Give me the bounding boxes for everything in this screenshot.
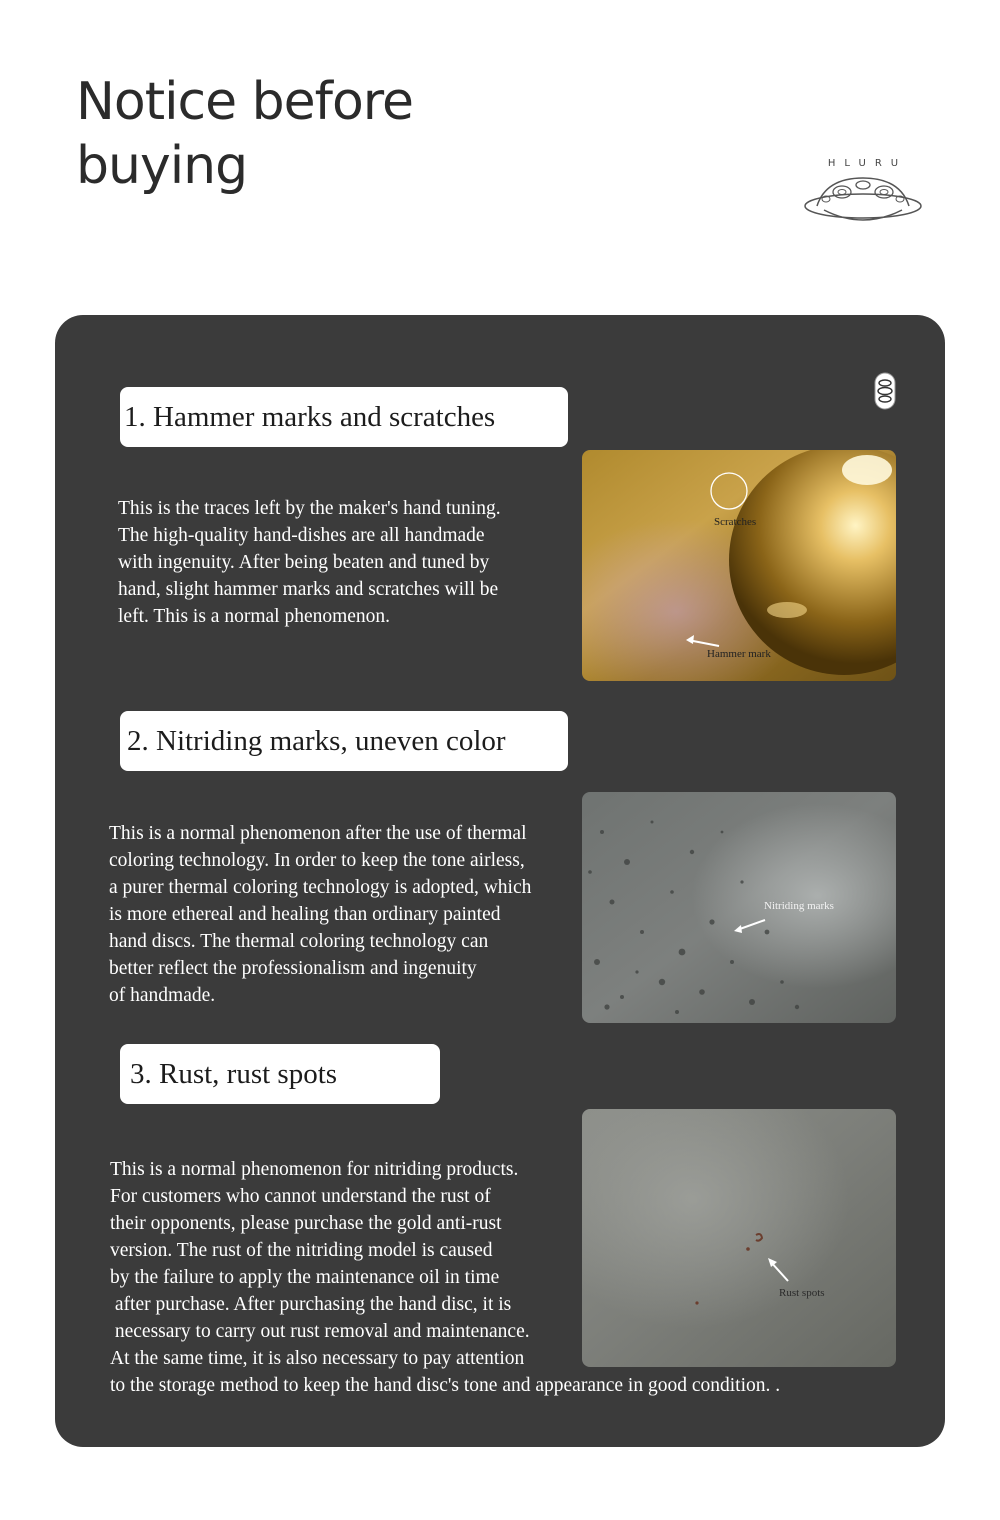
title-line-2: buying: [76, 136, 248, 196]
hammer-marks-photo: [582, 450, 896, 681]
section-1-heading: 1. Hammer marks and scratches: [120, 387, 568, 447]
section-3-text: This is a normal phenomenon for nitriding products. For customers who cannot understand the rust of their opponents, please purchase the gold anti-rust version. The rust of the nitriding model is caused by the failure to apply the maintenance oil in time after purchase. After purchasing the hand disc, it is necessary to carry out rust removal and maintenance. At the same time, it is also necessary to pay attention to the storage method to keep the hand disc's tone and appearance in good condition. .: [110, 1159, 781, 1396]
handpan-badge-icon: [873, 371, 897, 411]
section-1-text: This is the traces left by the maker's hand tuning. The high-quality hand-dishes are all handmade with ingenuity. After being beaten and tuned by hand, slight hammer marks and scratches will be left. This is a normal phenomenon.: [118, 498, 501, 627]
rust-spots-label: Rust spots: [779, 1287, 825, 1299]
title-line-1: Notice before: [76, 72, 414, 132]
section-3-heading: 3. Rust, rust spots: [120, 1044, 440, 1104]
nitriding-marks-photo: [582, 792, 896, 1023]
page-title: [76, 70, 413, 198]
handpan-icon: [800, 172, 926, 234]
notice-panel: [55, 315, 945, 1447]
brand-name: HLURU: [827, 158, 908, 169]
section-2-text: This is a normal phenomenon after the use of thermal coloring technology. In order to keep the tone airless, a purer thermal coloring technology is adopted, which is more ethereal and healing than ordinary painted hand discs. The thermal coloring technology can better reflect the professionalism and ingenuity of handmade.: [109, 823, 532, 1006]
nitriding-marks-label: Nitriding marks: [764, 900, 834, 912]
brand-logo: [800, 158, 926, 238]
section-2-heading: 2. Nitriding marks, uneven color: [120, 711, 568, 771]
scratches-label: Scratches: [714, 516, 757, 528]
hammer-mark-label: Hammer mark: [707, 648, 771, 660]
